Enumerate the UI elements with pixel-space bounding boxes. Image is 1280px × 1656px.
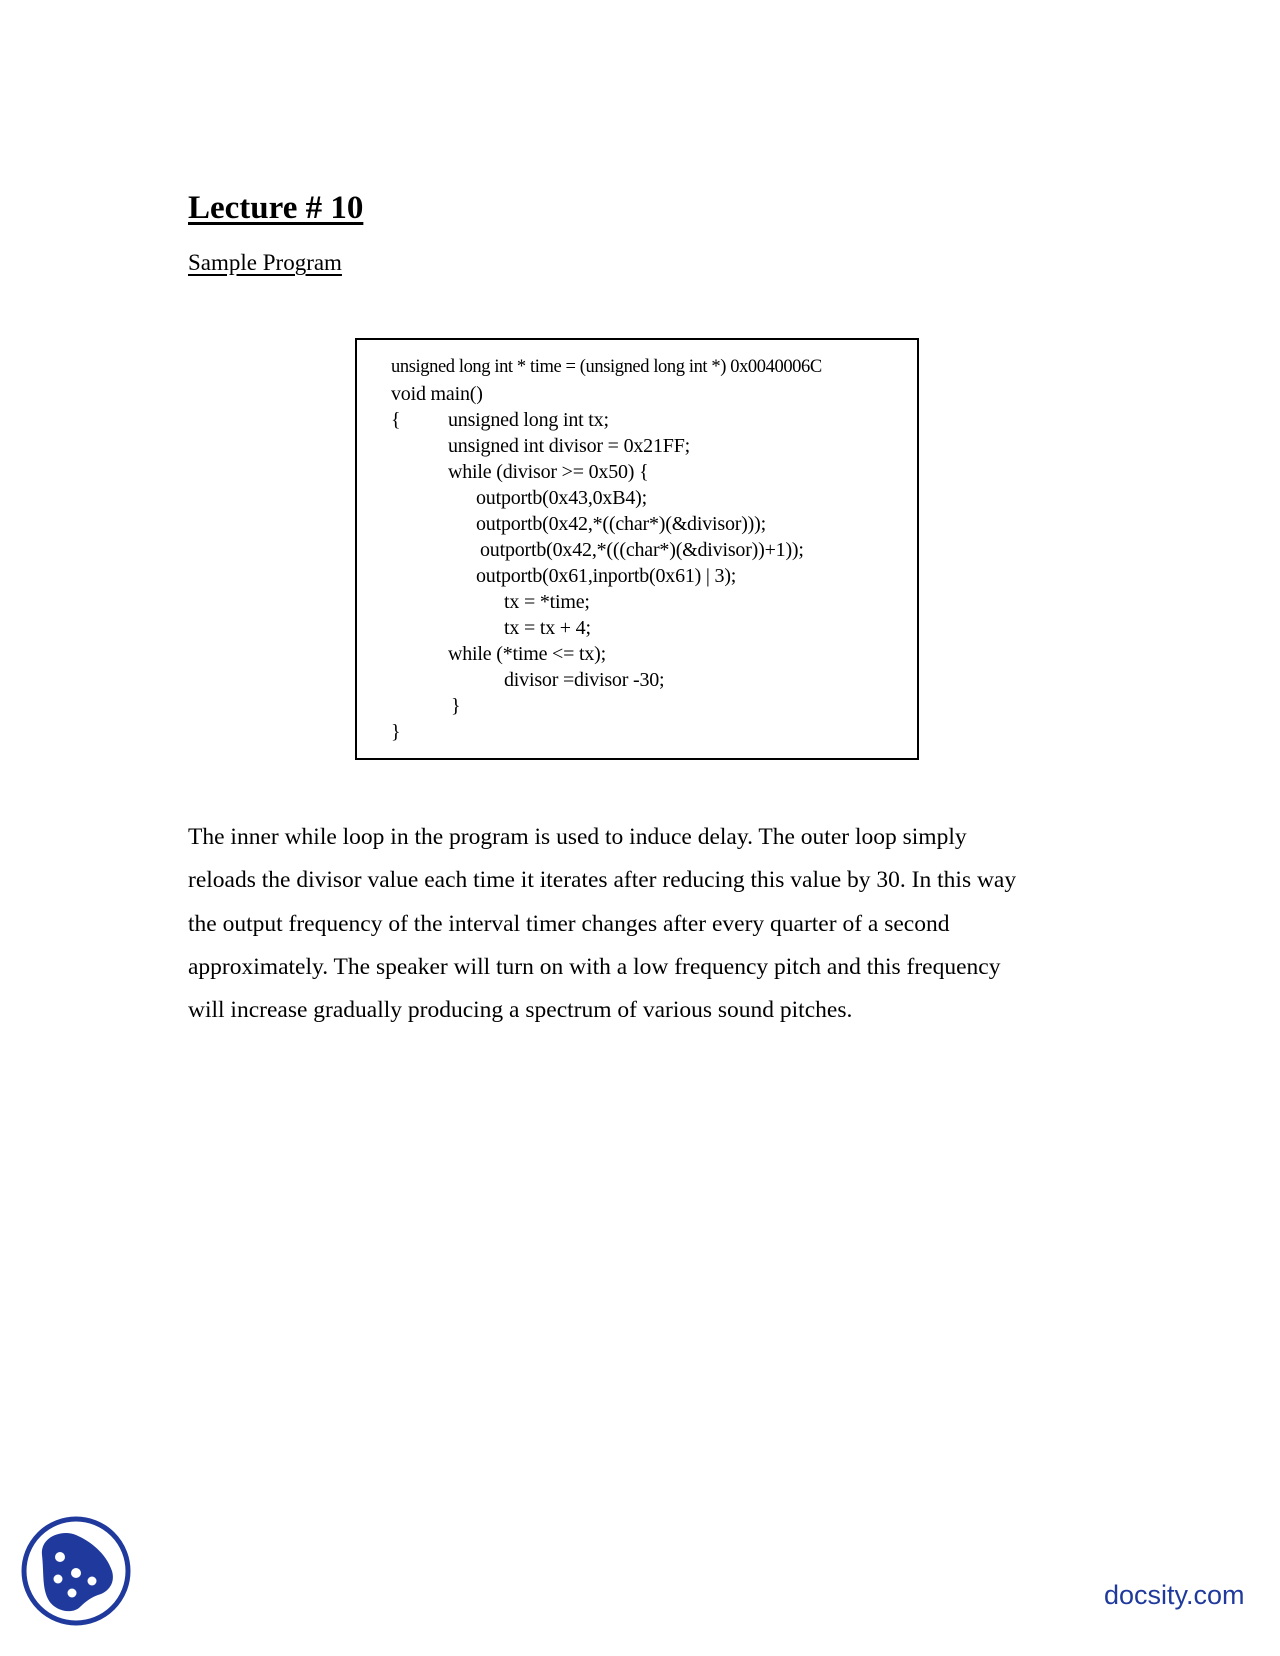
code-line-3: {: [391, 409, 401, 431]
code-line-5: unsigned int divisor = 0x21FF;: [448, 435, 690, 457]
paragraph-line: approximately. The speaker will turn on with a low frequency pitch and this frequency: [188, 953, 1001, 980]
code-line-11: tx = *time;: [504, 591, 590, 613]
code-listing-box: [355, 338, 919, 760]
docsity-brand-link[interactable]: docsity.com: [1104, 1580, 1245, 1610]
code-line-10: outportb(0x61,inportb(0x61) | 3);: [476, 565, 737, 587]
code-line-13: while (*time <= tx);: [448, 643, 606, 665]
paragraph-line: The inner while loop in the program is used to induce delay. The outer loop simply: [188, 824, 967, 850]
code-line-8: outportb(0x42,*((char*)(&divisor)));: [476, 513, 766, 535]
paragraph-line: will increase gradually producing a spectrum of various sound pitches.: [188, 997, 853, 1024]
paragraph-line: the output frequency of the interval timer changes after every quarter of a second: [188, 910, 950, 937]
code-line-7: outportb(0x43,0xB4);: [476, 487, 647, 509]
code-line-15: }: [451, 695, 461, 717]
code-line-9: outportb(0x42,*(((char*)(&divisor))+1));: [480, 539, 804, 561]
body-paragraph: [188, 816, 1088, 1032]
docsity-logo-icon: [20, 1515, 132, 1627]
code-line-6: while (divisor >= 0x50) {: [448, 461, 649, 483]
code-line-16: }: [391, 721, 401, 743]
code-line-14: divisor =divisor -30;: [504, 669, 665, 691]
code-line-1: unsigned long int * time = (unsigned long int *) 0x0040006C: [391, 357, 822, 377]
paragraph-line: reloads the divisor value each time it iterates after reducing this value by 30. In this way: [188, 867, 1017, 894]
code-line-2: void main(): [391, 383, 483, 405]
page-title: Lecture # 10: [188, 190, 364, 226]
section-subtitle: Sample Program: [188, 250, 342, 275]
code-line-12: tx = tx + 4;: [504, 617, 591, 639]
code-line-4: unsigned long int tx;: [448, 409, 609, 431]
